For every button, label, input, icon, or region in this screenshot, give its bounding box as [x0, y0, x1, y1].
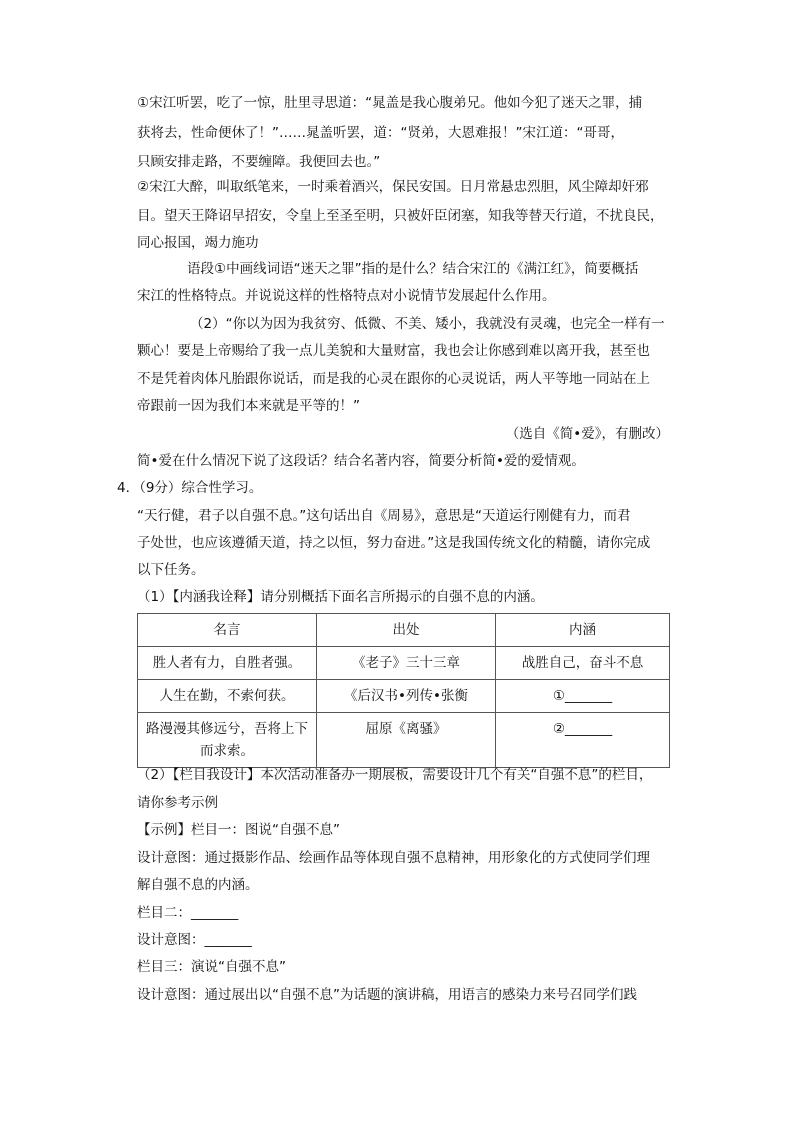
quote-line: 帝跟前一因为我们本来就是平等的！”	[137, 398, 360, 414]
quote-cell	[138, 713, 317, 768]
maxims-table	[137, 613, 670, 768]
intent-three: 设计意图：通过展出以“自强不息”为话题的演讲稿，用语言的感染力来号召同学们践	[137, 987, 637, 1003]
passage-line: 同心报国，竭力施功	[137, 235, 259, 251]
quote-cell-line: 而求索。	[200, 743, 254, 759]
question-line: 简•爱在什么情况下说了这段话？结合名著内容，简要分析简•爱的爱情观。	[137, 453, 585, 469]
intro-line: “天行健，君子以自强不息。”这句话出自《周易》，意思是“天道运行刚健有力，而君	[137, 508, 631, 524]
answer-blank[interactable]: ①_______	[496, 680, 670, 713]
table-header-cell: 名言	[138, 614, 317, 647]
column-two-blank[interactable]: 栏目二：_______	[137, 905, 239, 921]
table-row	[138, 647, 670, 680]
quote-line: 不是凭着肉体凡胎跟你说话，而是我的心灵在跟你的心灵说话，两人平等地一同站在上	[137, 371, 650, 387]
source-cell: 《老子》三十三章	[317, 647, 496, 680]
quote-source: （选自《简•爱》，有删改）	[505, 426, 669, 442]
quote-line: 颗心！要是上帝赐给了我一点儿美貌和大量财富，我也会让你感到难以离开我，甚至也	[137, 343, 650, 359]
passage-line: ②宋江大醉，叫取纸笔来，一时乘着酒兴，保民安国。日月常悬忠烈胆，风尘障却奸邪	[137, 179, 649, 195]
source-cell: 屈原《离骚》	[317, 713, 496, 768]
quote-cell-line: 路漫漫其修远兮，吾将上下	[146, 721, 308, 737]
passage-line: 获将去，性命便休了！”……晁盖听罢，道：“贤弟，大恩难报！”宋江道：“哥哥，	[137, 125, 624, 141]
quote-cell: 胜人者有力，自胜者强。	[138, 647, 317, 680]
passage-line: 目。望天王降诏早招安，令皇上至圣至明，只被奸臣闭塞，知我等替天行道，不扰良民，	[137, 208, 664, 224]
intro-line: 子处世，也应该遵循天道，持之以恒，努力奋进。”这是我国传统文化的精髓，请你完成	[137, 535, 651, 551]
quote-line: （2）“你以为因为我贫穷、低微、不美、矮小，我就没有灵魂，也完全一样有一	[190, 316, 665, 332]
table-row	[138, 680, 670, 713]
table-header-cell: 内涵	[496, 614, 670, 647]
passage-line: 只顾安排走路，不要缠障。我便回去也。”	[137, 154, 381, 170]
example-intent: 解自强不息的内涵。	[137, 877, 259, 893]
quote-cell: 人生在勤，不索何获。	[138, 680, 317, 713]
question-line: 宋江的性格特点。并说说这样的性格特点对小说情节发展起什么作用。	[137, 288, 556, 304]
answer-blank[interactable]: ②_______	[496, 713, 670, 768]
intro-line: 以下任务。	[137, 562, 205, 578]
task-line: （1）【内涵我诠释】请分别概括下面名言所揭示的自强不息的内涵。	[137, 589, 544, 605]
task-line: 请你参考示例	[137, 795, 218, 811]
example-title: 【示例】栏目一：图说“自强不息”	[137, 822, 340, 838]
passage-line: ①宋江听罢，吃了一惊，肚里寻思道：“晁盖是我心腹弟兄。他如今犯了迷天之罪，捕	[137, 95, 643, 111]
table-header-row	[138, 614, 670, 647]
question-line: 语段①中画线词语“迷天之罪”指的是什么？结合宋江的《满江红》，简要概括	[187, 261, 639, 277]
source-cell: 《后汉书•列传•张衡	[317, 680, 496, 713]
column-three: 栏目三：演说“自强不息”	[137, 959, 286, 975]
intent-two-blank[interactable]: 设计意图：_______	[137, 932, 252, 948]
meaning-cell: 战胜自己，奋斗不息	[496, 647, 670, 680]
table-row	[138, 713, 670, 768]
example-intent: 设计意图：通过摄影作品、绘画作品等体现自强不息精神，用形象化的方式使同学们理	[137, 850, 650, 866]
task-line: （2）【栏目我设计】本次活动准备办一期展板，需要设计几个有关“自强不息”的栏目，	[137, 767, 653, 783]
question-heading: 4．（9分）综合性学习。	[117, 480, 263, 496]
table-header-cell: 出处	[317, 614, 496, 647]
